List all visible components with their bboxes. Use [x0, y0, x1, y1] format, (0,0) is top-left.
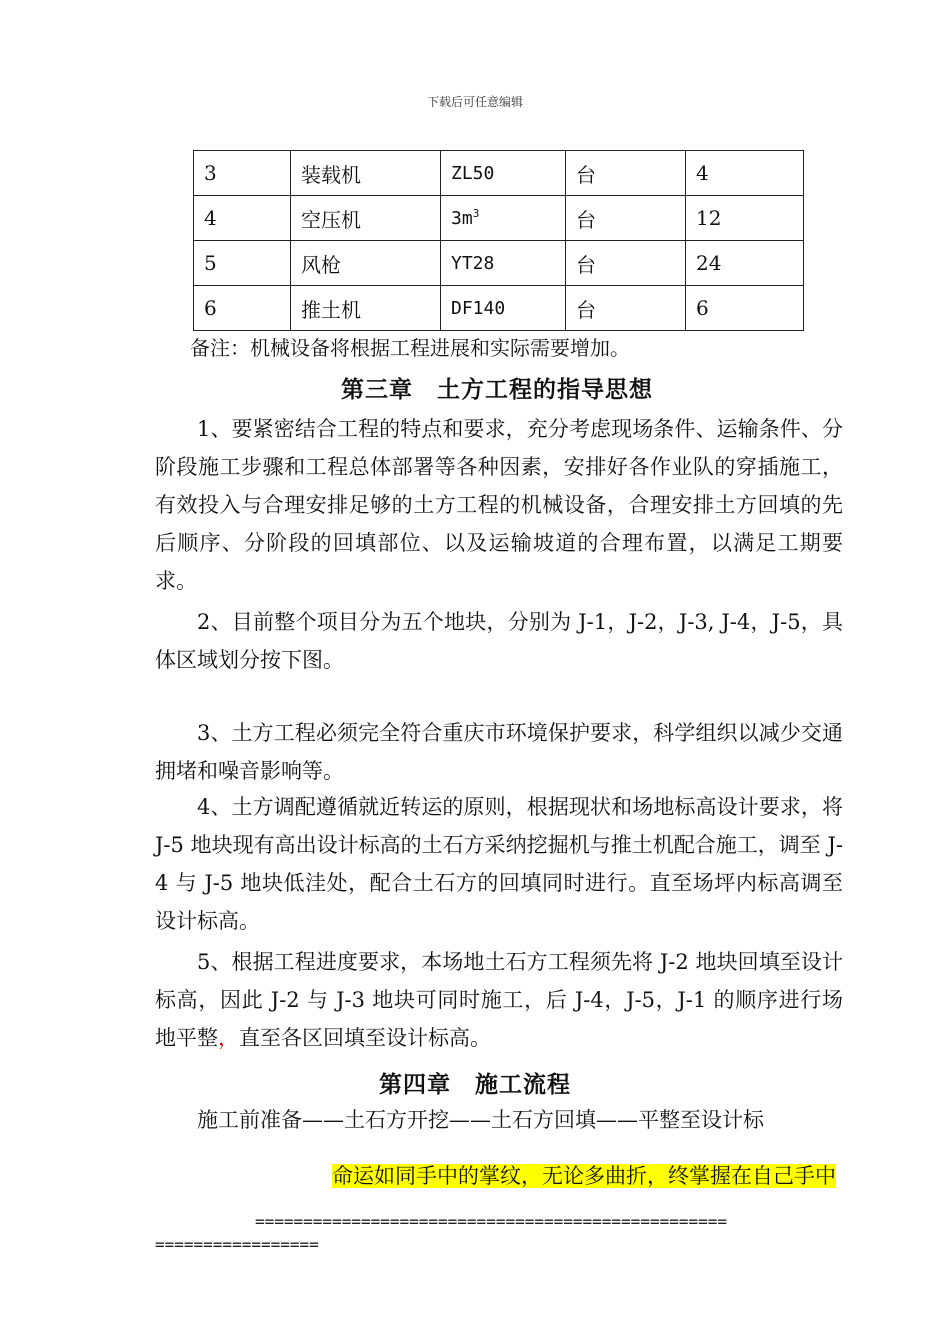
table-row: [194, 241, 804, 286]
equipment-quantity: 12: [686, 196, 804, 241]
equipment-quantity: 6: [686, 286, 804, 331]
equipment-unit: 台: [566, 241, 686, 286]
process-flow: [155, 1101, 843, 1139]
paragraph-5-text-end: 直至各区回填至设计标高。: [239, 1026, 491, 1050]
equipment-unit: 台: [566, 196, 686, 241]
table-note: 备注：机械设备将根据工程进展和实际需要增加。: [190, 336, 630, 360]
paragraph-5: [155, 943, 843, 1057]
equipment-unit: 台: [566, 286, 686, 331]
equipment-name: 空压机: [291, 196, 441, 241]
motto: [155, 1158, 843, 1195]
table-row: [194, 196, 804, 241]
paragraph-5-text: 5、根据工程进度要求，本场地土石方工程须先将 J-2 地块回填至设计标高，因此 J-2 与 J-3 地块可同时施工，后 J-4，J-5，J-1 的顺序进行场地平整: [155, 950, 843, 1050]
paragraph-2: [155, 603, 843, 679]
equipment-unit: 台: [566, 151, 686, 196]
divider-line-1: =================================================: [255, 1212, 728, 1231]
paragraph-1-text: 1、要紧密结合工程的特点和要求，充分考虑现场条件、运输条件、分阶段施工步骤和工程总体部署等各种因素，安排好各作业队的穿插施工，有效投入与合理安排足够的土方工程的机械设备，合理安排土方回填的先后顺序、分阶段的回填部位、以及运输坡道的合理布置，以满足工期要求。: [155, 417, 843, 593]
equipment-table: [193, 150, 804, 331]
equipment-name: 推土机: [291, 286, 441, 331]
process-flow-text: 施工前准备——土石方开挖——土石方回填——平整至设计标: [197, 1108, 764, 1132]
equipment-quantity: 24: [686, 241, 804, 286]
equipment-model: ZL50: [441, 151, 566, 196]
paragraph-2-text: 2、目前整个项目分为五个地块，分别为 J-1，J-2，J-3, J-4，J-5，具体区域划分按下图。: [155, 610, 843, 672]
motto-highlighted-text: 命运如同手中的掌纹，无论多曲折，终掌握在自己手中: [332, 1164, 836, 1188]
red-comma: ，: [218, 1026, 239, 1050]
equipment-model: [441, 196, 566, 241]
paragraph-1: [155, 410, 843, 600]
paragraph-3-text: 3、土方工程必须完全符合重庆市环境保护要求，科学组织以减少交通拥堵和噪音影响等。: [155, 721, 843, 783]
equipment-model: DF140: [441, 286, 566, 331]
equipment-quantity: 4: [686, 151, 804, 196]
paragraph-4: [155, 788, 843, 940]
row-number: 4: [194, 196, 291, 241]
table-row: [194, 151, 804, 196]
chapter-4-title: 第四章 施工流程: [379, 1071, 571, 1098]
row-number: 5: [194, 241, 291, 286]
chapter-3-title: 第三章 土方工程的指导思想: [341, 376, 653, 403]
table-row: [194, 286, 804, 331]
row-number: 6: [194, 286, 291, 331]
paragraph-3: [155, 714, 843, 790]
row-number: 3: [194, 151, 291, 196]
paragraph-4-text: 4、土方调配遵循就近转运的原则，根据现状和场地标高设计要求，将 J-5 地块现有高出设计标高的土石方采纳挖掘机与推土机配合施工，调至 J-4 与 J-5 地块低洼处，配合土石方的回填同时进行。直至场坪内标高调至设计标高。: [155, 795, 843, 933]
page-header: 下载后可任意编辑: [426, 95, 523, 109]
model-text: 3m: [451, 208, 473, 229]
equipment-name: 装载机: [291, 151, 441, 196]
equipment-name: 风枪: [291, 241, 441, 286]
model-superscript: 3: [472, 207, 480, 220]
divider-line-2: =================: [155, 1235, 319, 1254]
equipment-model: YT28: [441, 241, 566, 286]
